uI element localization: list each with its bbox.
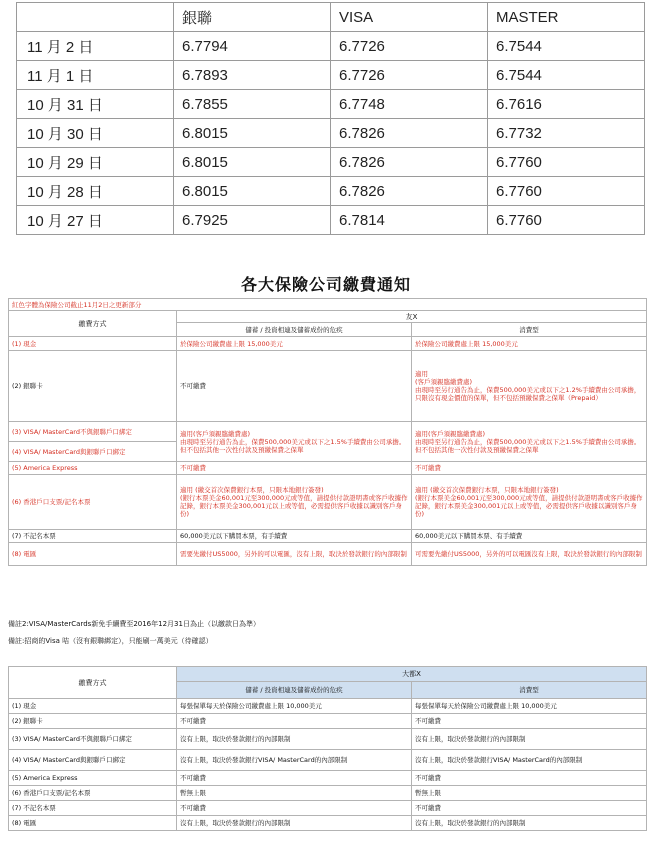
- consumer-cell: 沒有上限，取決於發款銀行的內部限制: [412, 816, 647, 831]
- company-name: 大都X: [177, 667, 647, 682]
- rate-row: [17, 206, 645, 235]
- rate-date: 11 月 2 日: [17, 32, 174, 61]
- notice-title: 各大保險公司繳費通知: [240, 275, 411, 294]
- rate-master: 6.7760: [488, 206, 645, 235]
- method-cell: (4) VISA/ MasterCard與銀聯戶口綁定: [9, 750, 177, 771]
- savings-cell: 暫無上限: [177, 786, 412, 801]
- method-cash: (1) 現金: [9, 337, 177, 351]
- table-row: [9, 816, 647, 831]
- rate-header-visa: VISA: [331, 3, 488, 32]
- rate-unionpay: 6.7855: [174, 90, 331, 119]
- savings-cell: 不可繳費: [177, 801, 412, 816]
- method-cell: (6) 香港戶口支票/記名本票: [9, 786, 177, 801]
- unionpay-savings: 不可繳費: [177, 351, 412, 422]
- visa-consumer: 適用(客戶須親臨繳費處) 由現時至另行通告為止，保費500,000美元或以下之1.5%手續費由公司承擔。 但不包括其他一次性付款及預繳保費之保單: [412, 422, 647, 462]
- company-header-row: [9, 667, 647, 682]
- table-row: [9, 771, 647, 786]
- col-savings-header: 儲蓄 / 投資相連及儲蓄成份的危疾: [177, 323, 412, 337]
- method-unionpay: (2) 銀聯卡: [9, 351, 177, 422]
- rate-date: 10 月 31 日: [17, 90, 174, 119]
- table-row: [9, 750, 647, 771]
- company-header-row: [9, 311, 647, 323]
- rate-master: 6.7616: [488, 90, 645, 119]
- savings-cell: 沒有上限，取決於發款銀行的內部限制: [177, 816, 412, 831]
- rate-master: 6.7760: [488, 177, 645, 206]
- rate-master: 6.7544: [488, 32, 645, 61]
- rate-visa: 6.7826: [331, 148, 488, 177]
- rate-row: [17, 32, 645, 61]
- rate-master: 6.7732: [488, 119, 645, 148]
- rate-unionpay: 6.8015: [174, 119, 331, 148]
- col-consumer-header: 消費型: [412, 323, 647, 337]
- method-header: 繳費方式: [9, 667, 177, 699]
- table-row: [9, 543, 647, 566]
- method-hk-cheque: (6) 香港戶口支票/記名本票: [9, 475, 177, 530]
- rate-visa: 6.7748: [331, 90, 488, 119]
- rate-unionpay: 6.7893: [174, 61, 331, 90]
- consumer-cell: 沒有上限，取決於發款銀行VISA/ MasterCard的內部限制: [412, 750, 647, 771]
- method-cell: (1) 現金: [9, 699, 177, 714]
- rate-unionpay: 6.7794: [174, 32, 331, 61]
- consumer-cell: 不可繳費: [412, 771, 647, 786]
- rate-header-master: MASTER: [488, 3, 645, 32]
- table-row: [9, 699, 647, 714]
- consumer-cell: 暫無上限: [412, 786, 647, 801]
- method-wire: (8) 電匯: [9, 543, 177, 566]
- table-row: [9, 801, 647, 816]
- table-row: [9, 786, 647, 801]
- bearer-consumer: 60,000美元以下購買本票、有手續費: [412, 530, 647, 543]
- method-visa-unbound: (3) VISA/ MasterCard不與銀聯戶口綁定: [9, 422, 177, 442]
- update-note: 紅色字體為保險公司截止11月2日之更新部分: [9, 299, 647, 311]
- rate-visa: 6.7726: [331, 32, 488, 61]
- col-consumer-header: 消費型: [412, 682, 647, 699]
- rate-row: [17, 119, 645, 148]
- unionpay-consumer: 適用 (客戶須親臨繳費處) 由現時至另行通告為止，保費500,000美元或以下之1.2%手續費由公司承擔，只限沒有現金價值的保單，但不包括預繳保費之保單（Prepaid）: [412, 351, 647, 422]
- company-name: 友X: [177, 311, 647, 323]
- table-row: [9, 462, 647, 475]
- method-cell: (7) 不記名本票: [9, 801, 177, 816]
- method-visa-bound: (4) VISA/ MasterCard與銀聯戶口綁定: [9, 442, 177, 462]
- savings-cell: 沒有上限，取決於發款銀行的內部限制: [177, 729, 412, 750]
- rate-row: [17, 177, 645, 206]
- visa-savings: 適用(客戶須親臨繳費處) 由現時至另行通告為止，保費500,000美元或以下之1.5%手續費由公司承擔。 但不包括其他一次性付款及預繳保費之保單: [177, 422, 412, 462]
- rate-date: 10 月 27 日: [17, 206, 174, 235]
- wire-consumer: 可需要先繳付US5000，另外的可以電匯沒有上限，取決於發款銀行的內部限制: [412, 543, 647, 566]
- table-row: [9, 729, 647, 750]
- savings-cell: 不可繳費: [177, 771, 412, 786]
- consumer-cell: 不可繳費: [412, 714, 647, 729]
- method-bearer: (7) 不記名本票: [9, 530, 177, 543]
- footnote-cmb-visa: 備註:招商的Visa 咭（沒有銀聯綁定），只能刷一萬美元（待確認）: [8, 637, 213, 645]
- method-amex: (5) America Express: [9, 462, 177, 475]
- table-row: [9, 351, 647, 422]
- rate-visa: 6.7826: [331, 119, 488, 148]
- savings-cell: 每張保單每天於保險公司繳費處上限 10,000美元: [177, 699, 412, 714]
- method-header: 繳費方式: [9, 311, 177, 337]
- rate-visa: 6.7726: [331, 61, 488, 90]
- method-cell: (2) 銀聯卡: [9, 714, 177, 729]
- table-row: [9, 714, 647, 729]
- savings-cell: 沒有上限，取決於發款銀行VISA/ MasterCard的內部限制: [177, 750, 412, 771]
- table-row: [9, 530, 647, 543]
- rate-row: [17, 90, 645, 119]
- hk-cheque-savings: 適用 (繳交首次保費銀行本票，只限本地銀行簽發) (銀行本票美金60,001元至300,000元或等值，請提供付款證明書或客戶收據作記錄，銀行本票美金300,001元以上或等值，必需提供客戶收據以識別客戶身份): [177, 475, 412, 530]
- rate-row: [17, 148, 645, 177]
- rate-unionpay: 6.8015: [174, 148, 331, 177]
- hk-cheque-consumer: 適用 (繳交首次保費銀行本票，只限本地銀行簽發) (銀行本票美金60,001元至300,000元或等值，請提供付款證明書或客戶收據作記錄，銀行本票美金300,001元以上或等值，必需提供客戶收據以識別客戶身份): [412, 475, 647, 530]
- table-row: [9, 337, 647, 351]
- cash-consumer: 於保險公司繳費處上限 15,000美元: [412, 337, 647, 351]
- footnote-visa-fee: 備註2:VISA/MasterCards新免手續費至2016年12月31日為止（以繳款日為準）: [8, 620, 260, 628]
- method-cell: (3) VISA/ MasterCard不與銀聯戶口綁定: [9, 729, 177, 750]
- rate-date: 11 月 1 日: [17, 61, 174, 90]
- rate-visa: 6.7814: [331, 206, 488, 235]
- table-row: [9, 475, 647, 530]
- rate-header-unionpay: 銀聯: [174, 3, 331, 32]
- rate-date: 10 月 30 日: [17, 119, 174, 148]
- rate-unionpay: 6.8015: [174, 177, 331, 206]
- cash-savings: 於保險公司繳費處上限 15,000美元: [177, 337, 412, 351]
- rate-master: 6.7544: [488, 61, 645, 90]
- amex-consumer: 不可繳費: [412, 462, 647, 475]
- fee-table-company-1: [8, 298, 647, 566]
- rate-header-row: [17, 3, 645, 32]
- method-cell: (5) America Express: [9, 771, 177, 786]
- rate-header-date: [17, 3, 174, 32]
- amex-savings: 不可繳費: [177, 462, 412, 475]
- rate-unionpay: 6.7925: [174, 206, 331, 235]
- consumer-cell: 沒有上限，取決於發款銀行的內部限制: [412, 729, 647, 750]
- consumer-cell: 每張保單每天於保險公司繳費處上限 10,000美元: [412, 699, 647, 714]
- wire-savings: 需要先繳付US5000，另外的可以電匯，沒有上限，取決於發款銀行的內部限制: [177, 543, 412, 566]
- fee-table-company-2: [8, 666, 647, 831]
- consumer-cell: 不可繳費: [412, 801, 647, 816]
- exchange-rate-table: [16, 2, 645, 235]
- table-row: [9, 422, 647, 442]
- rate-date: 10 月 28 日: [17, 177, 174, 206]
- savings-cell: 不可繳費: [177, 714, 412, 729]
- rate-master: 6.7760: [488, 148, 645, 177]
- rate-row: [17, 61, 645, 90]
- method-cell: (8) 電匯: [9, 816, 177, 831]
- rate-visa: 6.7826: [331, 177, 488, 206]
- update-note-row: [9, 299, 647, 311]
- rate-date: 10 月 29 日: [17, 148, 174, 177]
- col-savings-header: 儲蓄 / 投資相連及儲蓄成份的危疾: [177, 682, 412, 699]
- bearer-savings: 60,000美元以下購買本票，有手續費: [177, 530, 412, 543]
